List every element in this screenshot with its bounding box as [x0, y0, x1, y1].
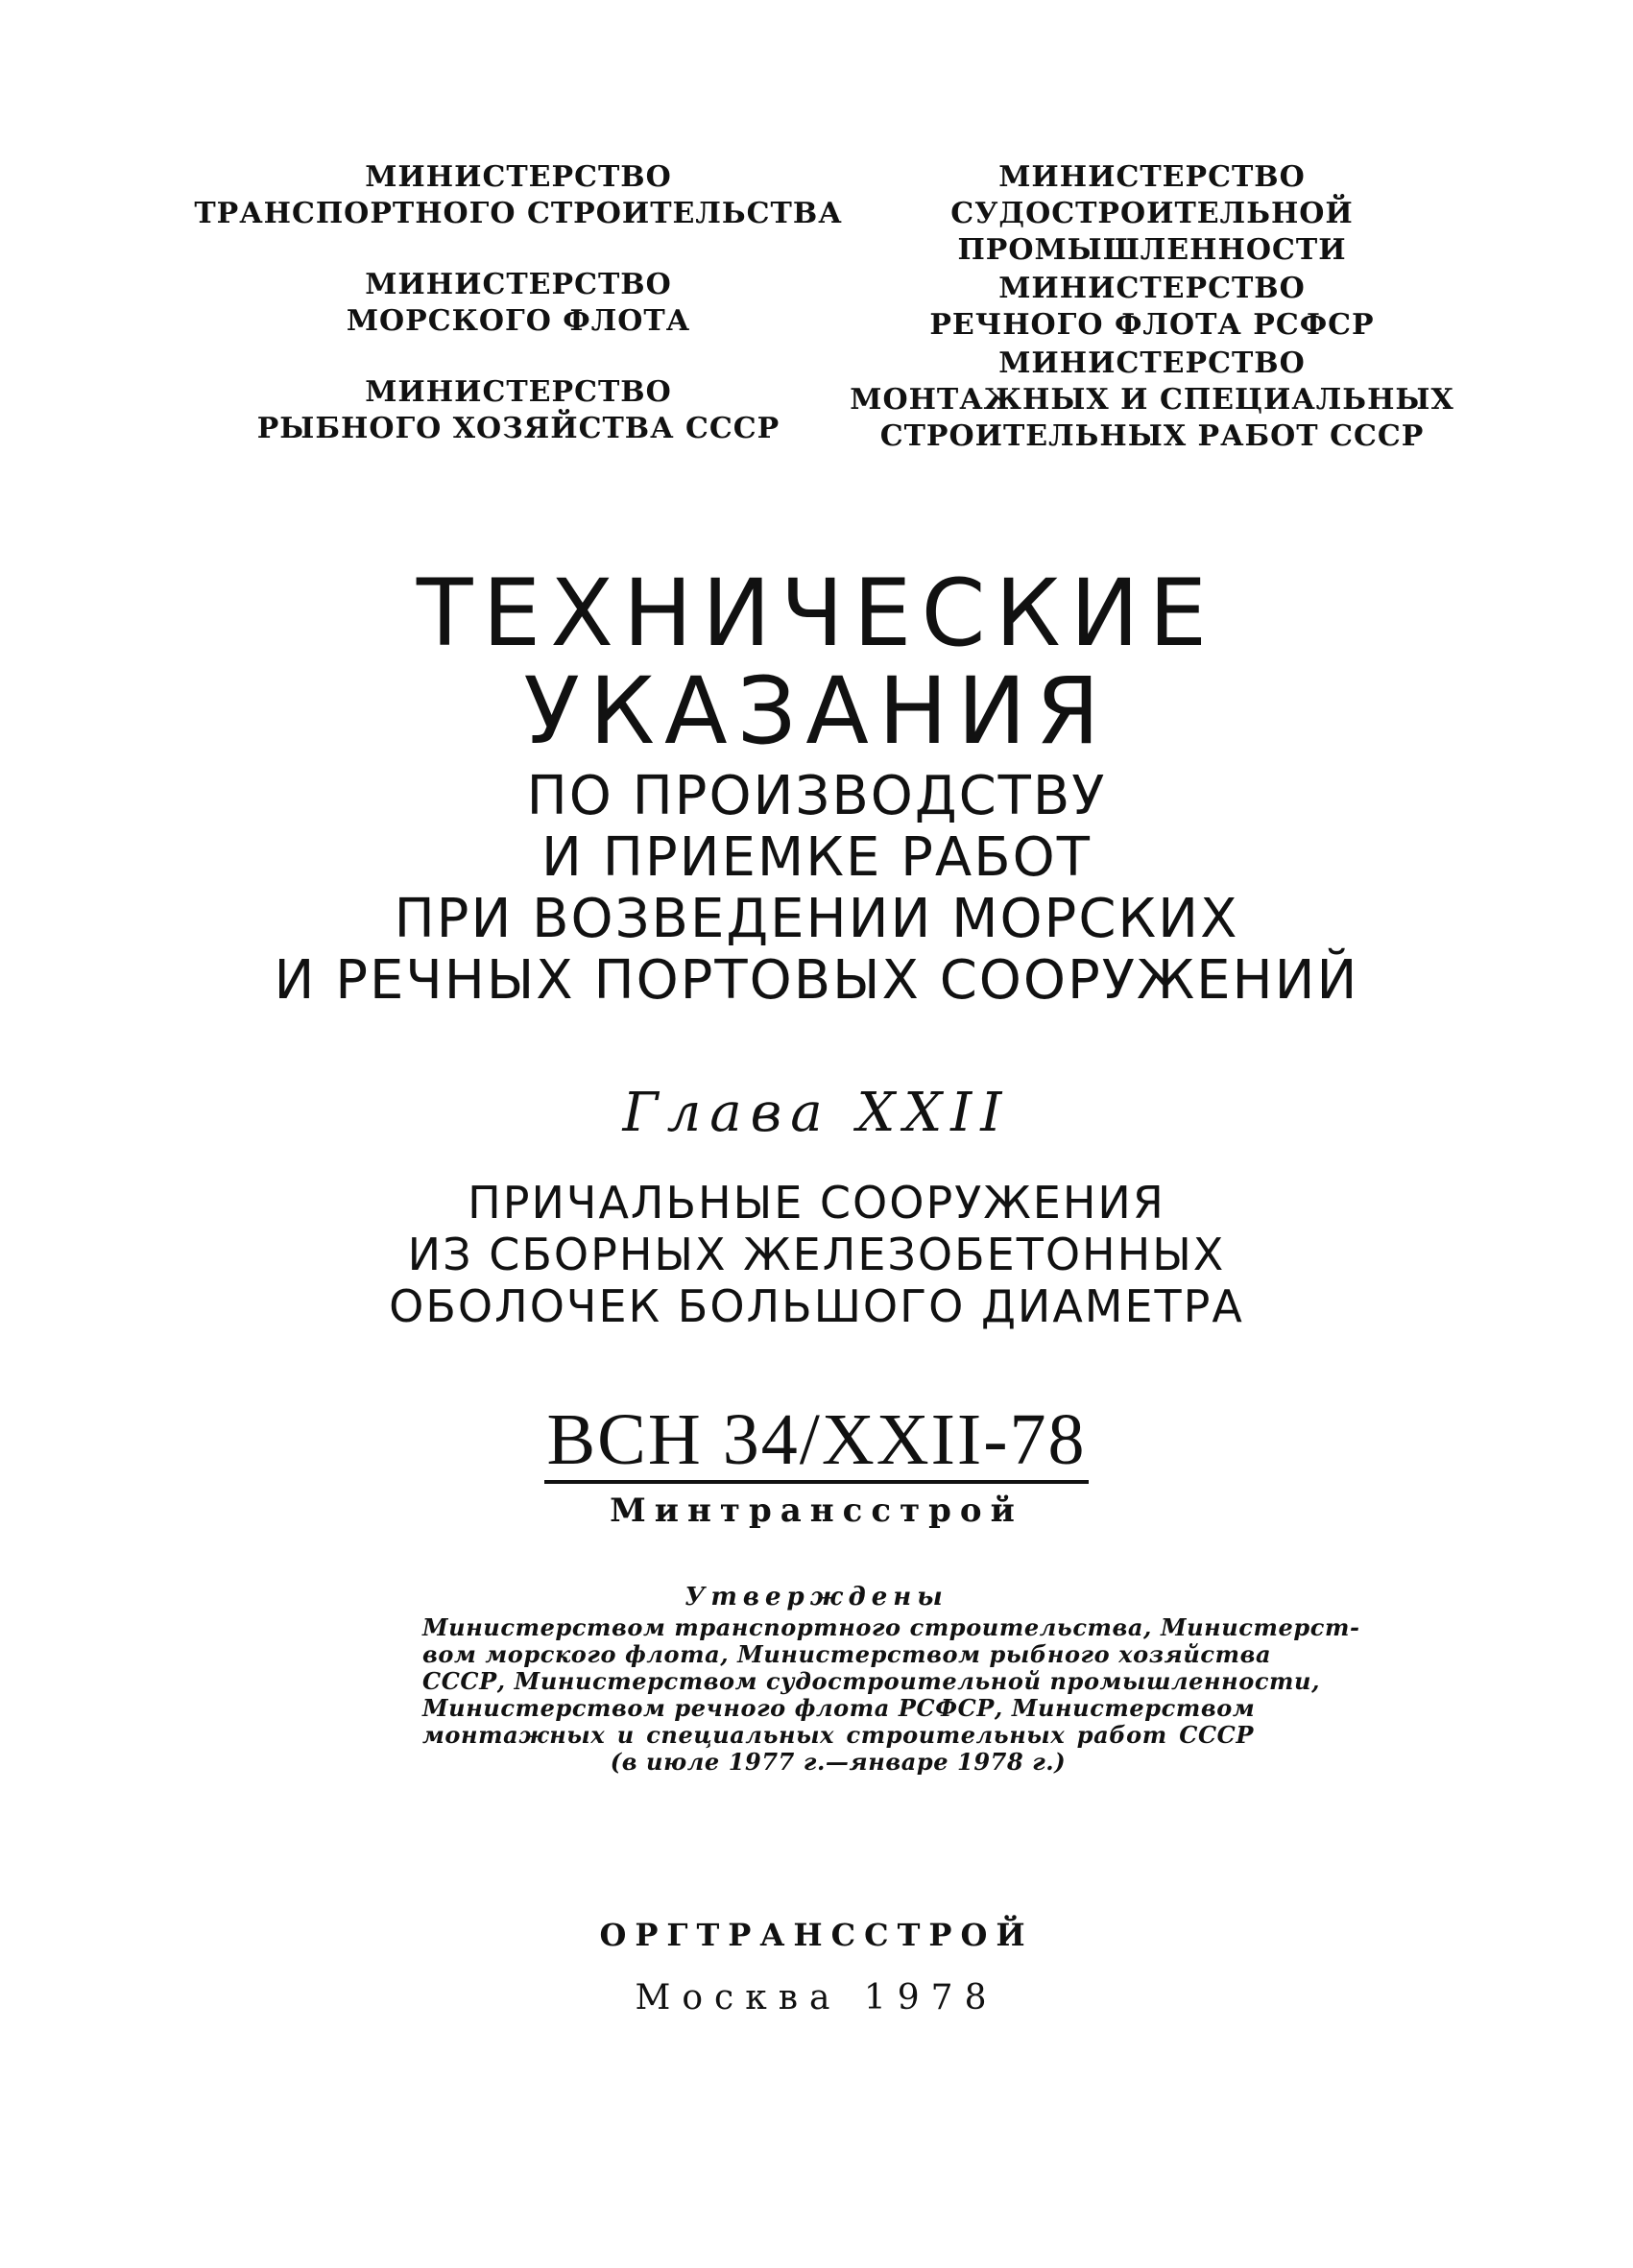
ministries-left-column	[192, 159, 845, 482]
section-title	[0, 1177, 1633, 1332]
approval-line: Министерством транспортного строительства, Министерст-	[422, 1613, 1360, 1641]
sub-title-line: ПО ПРОИЗВОДСТВУ	[526, 765, 1107, 827]
document-code-wrap	[0, 1401, 1633, 1484]
ministry-line: РЕЧНОГО ФЛОТА РСФСР	[929, 308, 1375, 342]
sub-title-line: И РЕЧНЫХ ПОРТОВЫХ СООРУЖЕНИЙ	[274, 949, 1359, 1012]
ministry-sea-fleet	[192, 267, 845, 340]
ministry-line: МИНИСТЕРСТВО	[365, 375, 672, 409]
ministry-line: ПРОМЫШЛЕННОСТИ	[957, 233, 1347, 267]
ministry-line: МИНИСТЕРСТВО	[998, 160, 1306, 194]
chapter-heading: Глава XXII	[622, 1082, 1011, 1144]
ministry-line: ТРАНСПОРТНОГО СТРОИТЕЛЬСТВА	[194, 197, 843, 230]
ministry-line: РЫБНОГО ХОЗЯЙСТВА СССР	[256, 412, 780, 445]
section-title-line: ИЗ СБОРНЫХ ЖЕЛЕЗОБЕТОННЫХ	[407, 1229, 1226, 1280]
ministry-line: СТРОИТЕЛЬНЫХ РАБОТ СССР	[879, 419, 1425, 453]
publisher: ОРГТРАНССТРОЙ	[599, 1917, 1034, 1953]
ministry-line: МИНИСТЕРСТВО	[365, 160, 672, 194]
sub-title-line: ПРИ ВОЗВЕДЕНИИ МОРСКИХ	[394, 888, 1239, 950]
ministry-line: СУДОСТРОИТЕЛЬНОЙ	[950, 197, 1354, 230]
approval-line: Министерством речного флота РСФСР, Министерством	[422, 1694, 1256, 1722]
ministry-fisheries	[192, 374, 845, 447]
approval-text	[422, 1613, 1360, 1776]
ministry-line: МОРСКОГО ФЛОТА	[346, 304, 691, 338]
city-year: Москва 1978	[635, 1978, 998, 2017]
ministry-shipbuilding	[845, 159, 1459, 269]
document-code: ВСН 34/XXII-78	[544, 1401, 1088, 1484]
section-title-line: ОБОЛОЧЕК БОЛЬШОГО ДИАМЕТРА	[389, 1280, 1244, 1332]
ministry-installation-works	[845, 346, 1459, 455]
issuing-organization: Минтрансстрой	[610, 1492, 1023, 1530]
main-title	[0, 560, 1633, 765]
ministry-transport-construction	[192, 159, 845, 232]
ministry-river-fleet	[845, 271, 1459, 344]
ministry-line: МОНТАЖНЫХ И СПЕЦИАЛЬНЫХ	[850, 383, 1454, 417]
approval-heading: Утверждены	[684, 1583, 949, 1611]
approval-line: вом морского флота, Министерством рыбного хозяйства	[422, 1640, 1272, 1668]
approval-line: СССР, Министерством судостроительной промышленности,	[422, 1667, 1321, 1695]
ministry-line: МИНИСТЕРСТВО	[998, 272, 1306, 305]
approval-line: монтажных и специальных строительных работ СССР	[422, 1721, 1254, 1749]
section-title-line: ПРИЧАЛЬНЫЕ СООРУЖЕНИЯ	[468, 1177, 1165, 1229]
ministry-line: МИНИСТЕРСТВО	[365, 268, 672, 301]
approval-line: (в июле 1977 г.—январе 1978 г.)	[610, 1748, 1067, 1776]
ministries-right-column	[845, 159, 1459, 457]
sub-title	[0, 766, 1633, 1012]
ministry-line: МИНИСТЕРСТВО	[998, 346, 1306, 380]
sub-title-line: И ПРИЕМКЕ РАБОТ	[541, 826, 1092, 889]
main-title-line: ТЕХНИЧЕСКИЕ	[416, 560, 1217, 667]
main-title-line: УКАЗАНИЯ	[523, 657, 1110, 765]
